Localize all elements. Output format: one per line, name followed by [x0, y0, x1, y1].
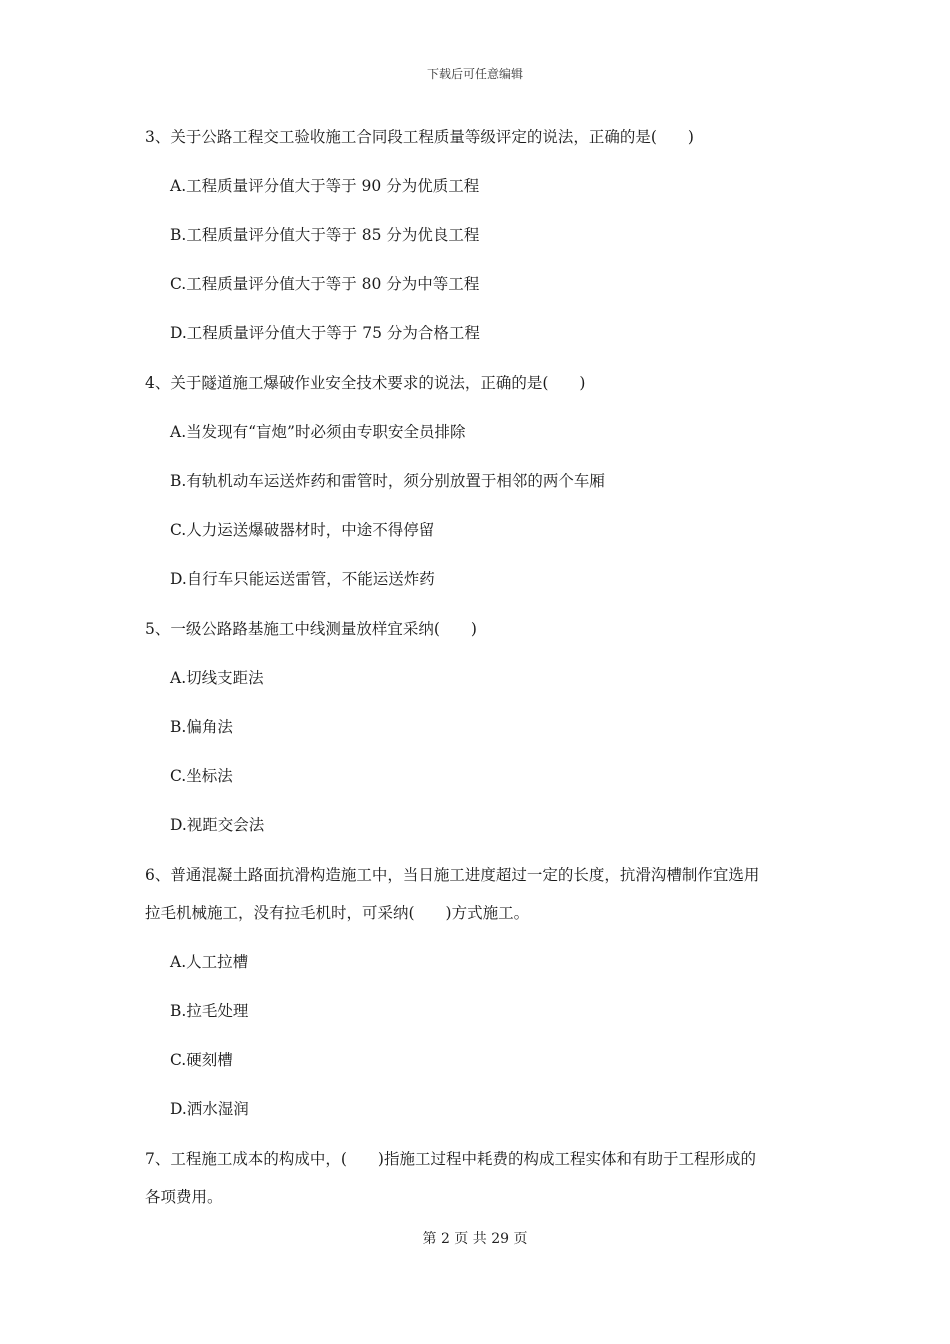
question-4-option-b: B.有轨机动车运送炸药和雷管时，须分别放置于相邻的两个车厢	[170, 472, 605, 490]
question-7-stem-line-1: 7、工程施工成本的构成中，( )指施工过程中耗费的构成工程实体和有助于工程形成的	[145, 1150, 756, 1168]
question-6-option-d: D.洒水湿润	[170, 1100, 249, 1118]
question-4-stem: 4、关于隧道施工爆破作业安全技术要求的说法，正确的是( )	[145, 374, 586, 392]
question-5-stem: 5、一级公路路基施工中线测量放样宜采纳( )	[145, 620, 477, 638]
question-6-stem-line-2: 拉毛机械施工，没有拉毛机时，可采纳( )方式施工。	[145, 904, 530, 922]
question-6-option-a: A.人工拉槽	[170, 953, 249, 971]
question-5-option-b: B.偏角法	[170, 718, 233, 736]
question-3-option-d: D.工程质量评分值大于等于 75 分为合格工程	[170, 324, 480, 342]
question-4-option-d: D.自行车只能运送雷管，不能运送炸药	[170, 570, 435, 588]
page-header: 下载后可任意编辑	[426, 67, 523, 81]
question-4-option-a: A.当发现有“盲炮”时必须由专职安全员排除	[170, 423, 466, 441]
question-3-option-c: C.工程质量评分值大于等于 80 分为中等工程	[170, 275, 480, 293]
page-footer: 第 2 页 共 29 页	[422, 1231, 528, 1247]
question-5-option-d: D.视距交会法	[170, 816, 265, 834]
question-6-option-b: B.拉毛处理	[170, 1002, 249, 1020]
question-6-stem-line-1: 6、普通混凝土路面抗滑构造施工中，当日施工进度超过一定的长度，抗滑沟槽制作宜选用	[145, 866, 760, 884]
question-3-option-a: A.工程质量评分值大于等于 90 分为优质工程	[170, 177, 480, 195]
question-5-option-c: C.坐标法	[170, 767, 233, 785]
question-6-option-c: C.硬刻槽	[170, 1051, 233, 1069]
question-3-option-b: B.工程质量评分值大于等于 85 分为优良工程	[170, 226, 480, 244]
question-7-stem-line-2: 各项费用。	[145, 1188, 223, 1206]
question-3-stem: 3、关于公路工程交工验收施工合同段工程质量等级评定的说法，正确的是( )	[145, 128, 694, 146]
question-4-option-c: C.人力运送爆破器材时，中途不得停留	[170, 521, 435, 539]
question-5-option-a: A.切线支距法	[170, 669, 264, 687]
